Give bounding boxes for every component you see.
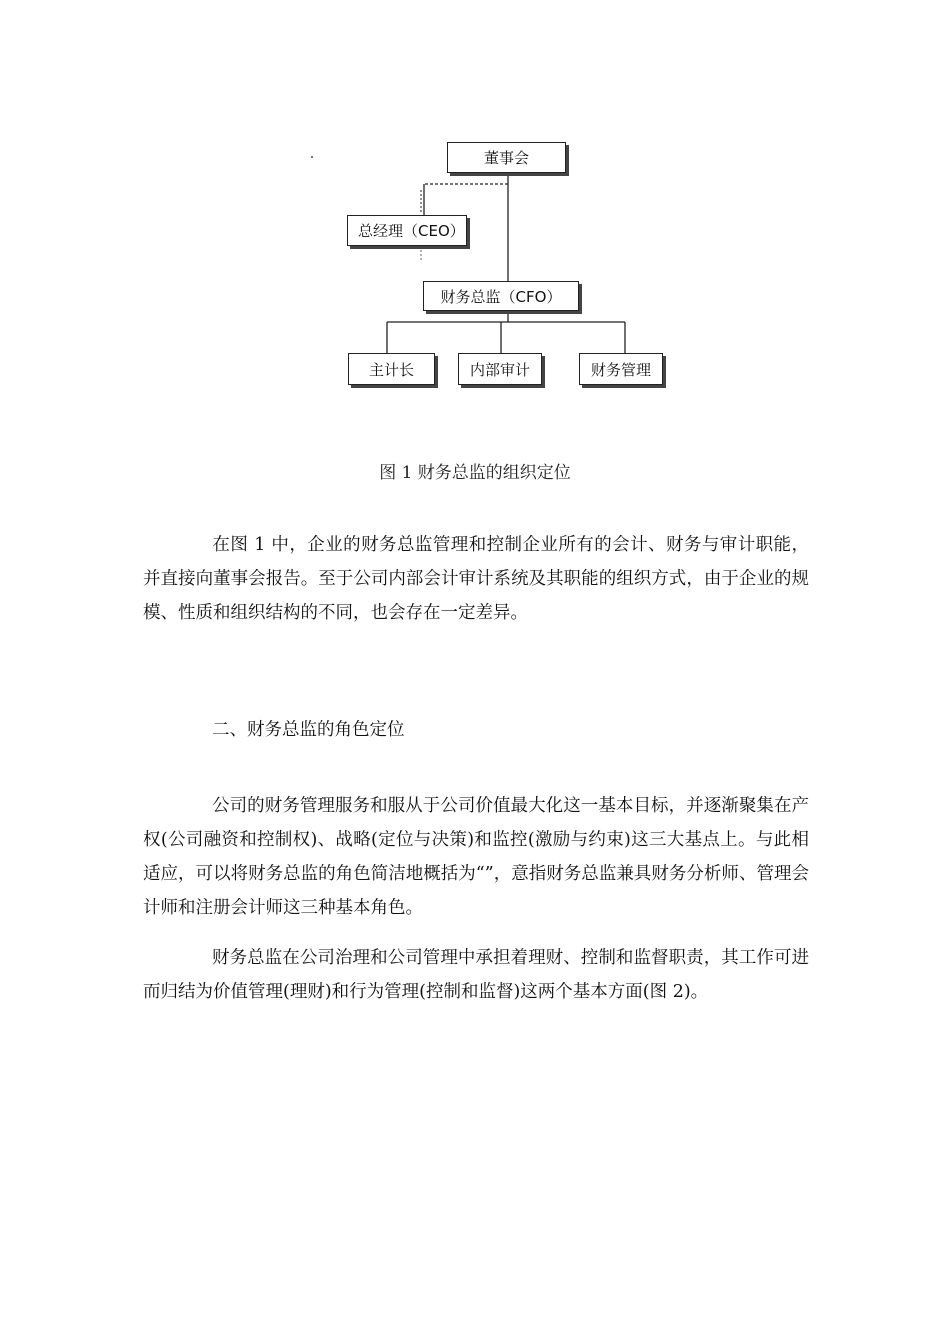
paragraph-3-text: 财务总监在公司治理和公司管理中承担着理财、控制和监督职责，其工作可进而归结为价值管理(理财)和行为管理(控制和监督)这两个基本方面(图 2)。 <box>143 948 809 1002</box>
org-chart <box>0 0 950 420</box>
figure-caption: 图 1 财务总监的组织定位 <box>379 463 571 483</box>
org-box-internal-audit: 内部审计 <box>458 353 542 385</box>
paragraph-1-text: 在图 1 中，企业的财务总监管理和控制企业所有的会计、财务与审计职能，并直接向董事会报告。至于公司内部会计审计系统及其职能的组织方式，由于企业的规模、性质和组织结构的不同，也会存在一定差异。 <box>143 535 809 623</box>
org-box-financial-management: 财务管理 <box>579 353 663 385</box>
org-box-cfo: 财务总监（CFO） <box>423 281 579 311</box>
paragraph-2-text: 公司的财务管理服务和服从于公司价值最大化这一基本目标，并逐渐聚集在产权(公司融资和控制权)、战略(定位与决策)和监控(激励与约束)这三大基点上。与此相适应，可以将财务总监的角色简洁地概括为“”，意指财务总监兼具财务分析师、管理会计师和注册会计师这三种基本角色。 <box>143 796 809 918</box>
paragraph-1 <box>143 528 809 630</box>
paragraph-2 <box>143 789 809 925</box>
stray-mark <box>311 156 313 158</box>
paragraph-3 <box>143 941 809 1009</box>
org-box-ceo: 总经理（CEO） <box>347 215 467 246</box>
section-heading: 二、财务总监的角色定位 <box>212 720 405 740</box>
org-box-board: 董事会 <box>447 142 566 173</box>
org-box-chief-accountant: 主计长 <box>348 353 435 385</box>
